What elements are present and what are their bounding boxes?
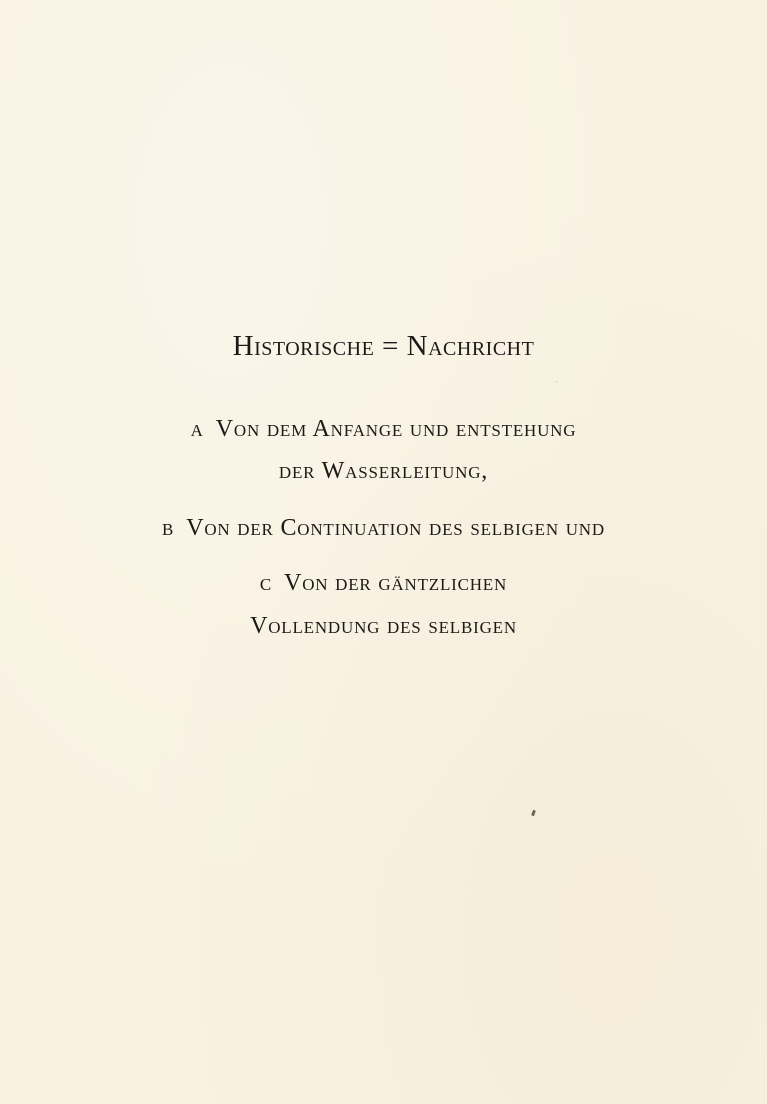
section-a-text-1: Von dem Anfange und entstehung (215, 416, 577, 442)
page-title: Historische = Nachricht (232, 330, 535, 362)
section-b-line-1 (0, 513, 767, 543)
ink-speck (531, 810, 536, 817)
section-c-text-1: Von der gäntzlichen (284, 570, 508, 596)
section-a-marker: a (190, 416, 204, 442)
section-c-marker: c (259, 570, 273, 596)
section-a-line-2: der Wasserleitung, (278, 458, 489, 484)
section-c-line-1 (0, 568, 767, 598)
paper-speck (556, 381, 557, 382)
section-c-line-2: Vollendung des selbigen (250, 613, 517, 639)
section-a-line-1 (0, 414, 767, 444)
section-b-marker: b (162, 515, 175, 541)
section-b-text-1: Von der Continuation des selbigen und (186, 515, 605, 541)
